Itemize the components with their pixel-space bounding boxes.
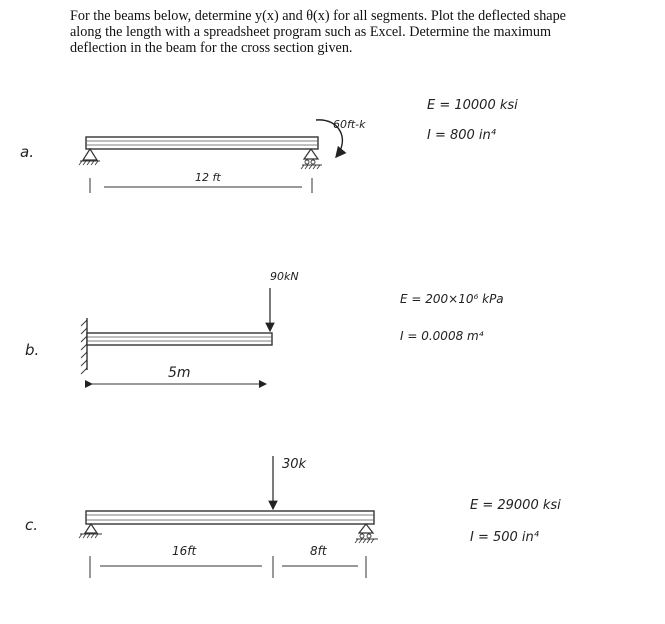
problem-line-1: For the beams below, determine y(x) and θ(x) for all segments. Plot the deflected shape xyxy=(70,8,566,24)
beam-b-inertia: I = 0.0008 m⁴ xyxy=(400,329,484,343)
beam-b-fixed-support-icon xyxy=(81,318,87,374)
beam-a-modulus: E = 10000 ksi xyxy=(427,98,518,113)
beam-c-group xyxy=(25,456,561,578)
problem-line-3: deflection in the beam for the cross section given. xyxy=(70,40,353,56)
beam-a-group xyxy=(20,98,518,193)
beam-c-roller-support-icon xyxy=(355,524,378,543)
beam-b-length-label: 5m xyxy=(168,365,191,381)
beam-b-label: b. xyxy=(25,341,40,359)
beam-c-load-label: 30k xyxy=(282,457,307,472)
beam-a xyxy=(86,137,318,149)
beam-b-load-label: 90kN xyxy=(270,270,299,283)
beam-b-modulus: E = 200×10⁶ kPa xyxy=(400,292,504,306)
beam-c-label: c. xyxy=(25,516,39,534)
beam-a-inertia: I = 800 in⁴ xyxy=(427,128,496,143)
beam-b-group xyxy=(25,270,504,384)
beam-a-roller-support-icon xyxy=(301,149,322,169)
beam-c-pin-support-icon xyxy=(79,524,102,538)
beam-a-label: a. xyxy=(20,143,34,161)
beam-c-dimension-line xyxy=(90,556,366,578)
beam-c-length-2-label: 8ft xyxy=(310,544,327,558)
beam-a-moment-label: 60ft-k xyxy=(333,118,366,131)
beam-a-length-label: 12 ft xyxy=(195,171,221,184)
beam-b xyxy=(87,333,272,345)
beam-c-length-1-label: 16ft xyxy=(172,544,197,558)
beam-c xyxy=(86,511,374,524)
beam-c-inertia: I = 500 in⁴ xyxy=(470,530,539,545)
beam-c-modulus: E = 29000 ksi xyxy=(470,498,561,513)
problem-line-2: along the length with a spreadsheet program such as Excel. Determine the maximum xyxy=(70,24,552,40)
beam-a-pin-support-icon xyxy=(79,149,100,165)
